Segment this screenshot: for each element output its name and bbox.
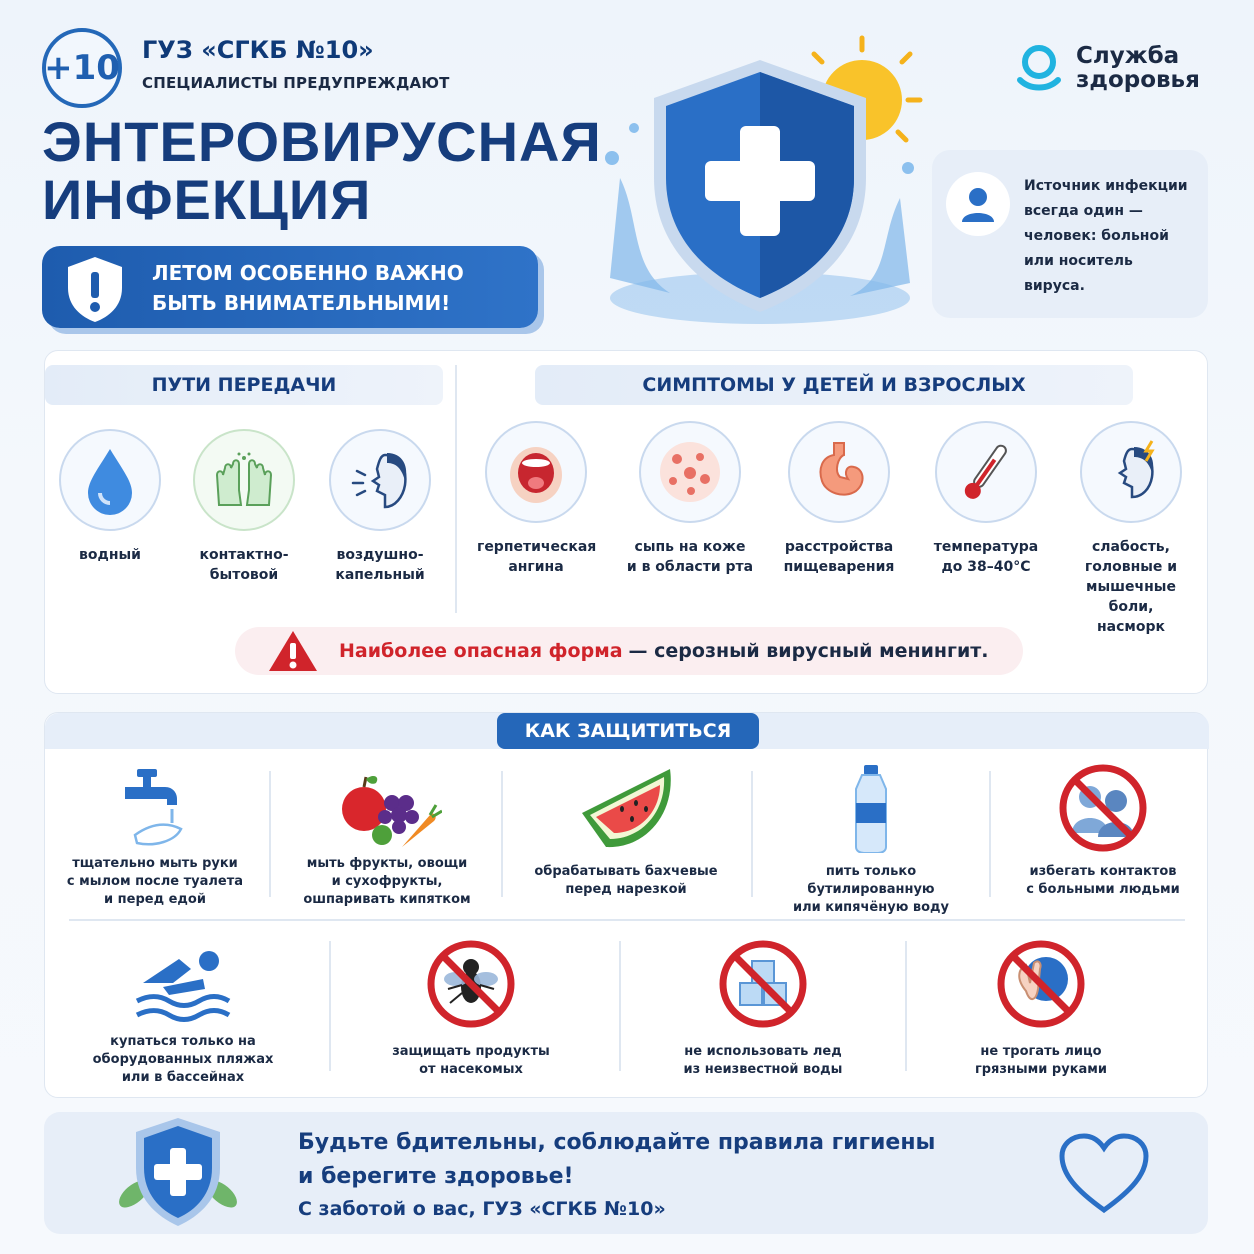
row-divider: [69, 919, 1185, 921]
clinic-logo: +10: [42, 28, 122, 108]
protect-item-bottled-water: [761, 763, 981, 917]
headache-icon: [1080, 421, 1182, 523]
infection-source-text: Источник инфекции всегда один — человек: больной или носитель вируса.: [1024, 178, 1188, 294]
page-title-line1: ЭНТЕРОВИРУСНАЯ: [42, 110, 602, 173]
info-panel: [44, 350, 1208, 694]
watermelon-icon: [576, 763, 676, 853]
symptom-label: герпетическая ангина: [477, 539, 597, 575]
transmission-label: воздушно- капельный: [335, 547, 425, 583]
divider: [751, 771, 753, 897]
transmission-item-airborne: [329, 429, 431, 585]
footer-message: Будьте бдительны, соблюдайте правила гигиены и берегите здоровье!: [298, 1130, 936, 1189]
water-bottle-icon: [846, 763, 896, 853]
swimmer-icon: [133, 939, 233, 1025]
transmission-heading: ПУТИ ПЕРЕДАЧИ: [45, 365, 443, 405]
divider: [269, 771, 271, 897]
divider: [989, 771, 991, 897]
faucet-icon: [115, 763, 195, 849]
danger-highlight: Наиболее опасная форма: [339, 640, 623, 662]
protect-item-melons: [521, 763, 731, 899]
danger-bar: [235, 627, 1023, 675]
section-divider: [455, 365, 457, 613]
alert-banner: [42, 246, 538, 328]
transmission-item-water: [59, 429, 161, 565]
divider: [619, 941, 621, 1071]
symptom-label: сыпь на коже и в области рта: [626, 539, 754, 575]
symptom-label: расстройства пищеварения: [783, 539, 895, 575]
symptom-label: температура до 38–40°C: [933, 539, 1039, 575]
protect-heading: КАК ЗАЩИТИТЬСЯ: [497, 713, 759, 749]
hands-icon: [193, 429, 295, 531]
symptom-item-throat: [477, 421, 595, 577]
protect-label: купаться только на оборудованных пляжах или в бассейнах: [92, 1034, 274, 1085]
symptom-item-rash: [625, 421, 755, 577]
footer-card: [44, 1112, 1208, 1234]
protect-panel: [44, 712, 1208, 1098]
protect-item-ice: [663, 939, 863, 1079]
protect-item-face: [941, 939, 1141, 1079]
protect-item-swim: [83, 939, 283, 1087]
transmission-item-contact: [193, 429, 295, 585]
shield-cross-icon: [108, 1114, 248, 1230]
thermometer-icon: [935, 421, 1037, 523]
protect-label: пить только бутилированную или кипячёную воду: [792, 864, 950, 915]
person-icon: [946, 172, 1010, 236]
footer-signature: С заботой о вас, ГУЗ «СГКБ №10»: [298, 1198, 666, 1220]
protect-label: избегать контактов с больными людьми: [1026, 864, 1180, 897]
no-insects-icon: [426, 939, 516, 1029]
divider: [501, 771, 503, 897]
org-name: ГУЗ «СГКБ №10»: [142, 36, 374, 64]
no-ice-icon: [718, 939, 808, 1029]
transmission-label: контактно- бытовой: [199, 547, 289, 583]
danger-text: — серозный вирусный менингит.: [628, 640, 989, 662]
alert-text: ЛЕТОМ ОСОБЕННО ВАЖНО БЫТЬ ВНИМАТЕЛЬНЫМИ!: [152, 261, 464, 315]
symptom-item-digestion: [781, 421, 897, 577]
rash-icon: [639, 421, 741, 523]
sneeze-icon: [329, 429, 431, 531]
protect-item-wash-fruits: [287, 763, 487, 909]
protect-label: не трогать лицо грязными руками: [974, 1044, 1108, 1077]
page-title-line2: ИНФЕКЦИЯ: [42, 168, 372, 231]
protect-label: тщательно мыть руки с мылом после туалета и перед едой: [66, 856, 244, 907]
divider: [905, 941, 907, 1071]
fruits-icon: [332, 763, 442, 849]
brand-logo-icon: [1014, 42, 1064, 92]
no-touch-face-icon: [996, 939, 1086, 1029]
hero-shield-icon: [590, 28, 930, 338]
warning-triangle-icon: [267, 629, 319, 673]
protect-label: не использовать лед из неизвестной воды: [683, 1044, 843, 1077]
brand-name: Служба здоровья: [1076, 43, 1200, 93]
protect-label: защищать продукты от насекомых: [392, 1044, 550, 1077]
symptom-item-temperature: [929, 421, 1043, 577]
warning-shield-icon: [62, 254, 128, 324]
heart-icon: [1056, 1130, 1152, 1216]
infection-source-card: [932, 150, 1208, 318]
symptom-item-weakness: [1067, 421, 1195, 637]
symptom-label: слабость, головные и мышечные боли, насморк: [1084, 539, 1178, 635]
transmission-label: водный: [79, 547, 141, 563]
divider: [329, 941, 331, 1071]
symptoms-heading: СИМПТОМЫ У ДЕТЕЙ И ВЗРОСЛЫХ: [535, 365, 1133, 405]
throat-icon: [485, 421, 587, 523]
org-subtitle: СПЕЦИАЛИСТЫ ПРЕДУПРЕЖДАЮТ: [142, 74, 450, 92]
protect-label: обрабатывать бахчевые перед нарезкой: [534, 864, 718, 897]
no-contact-icon: [1058, 763, 1148, 853]
protect-item-wash-hands: [55, 763, 255, 909]
protect-item-insects: [371, 939, 571, 1079]
water-drop-icon: [59, 429, 161, 531]
protect-item-avoid-contact: [1003, 763, 1203, 899]
stomach-icon: [788, 421, 890, 523]
protect-label: мыть фрукты, овощи и сухофрукты, ошпаривать кипятком: [303, 856, 471, 907]
